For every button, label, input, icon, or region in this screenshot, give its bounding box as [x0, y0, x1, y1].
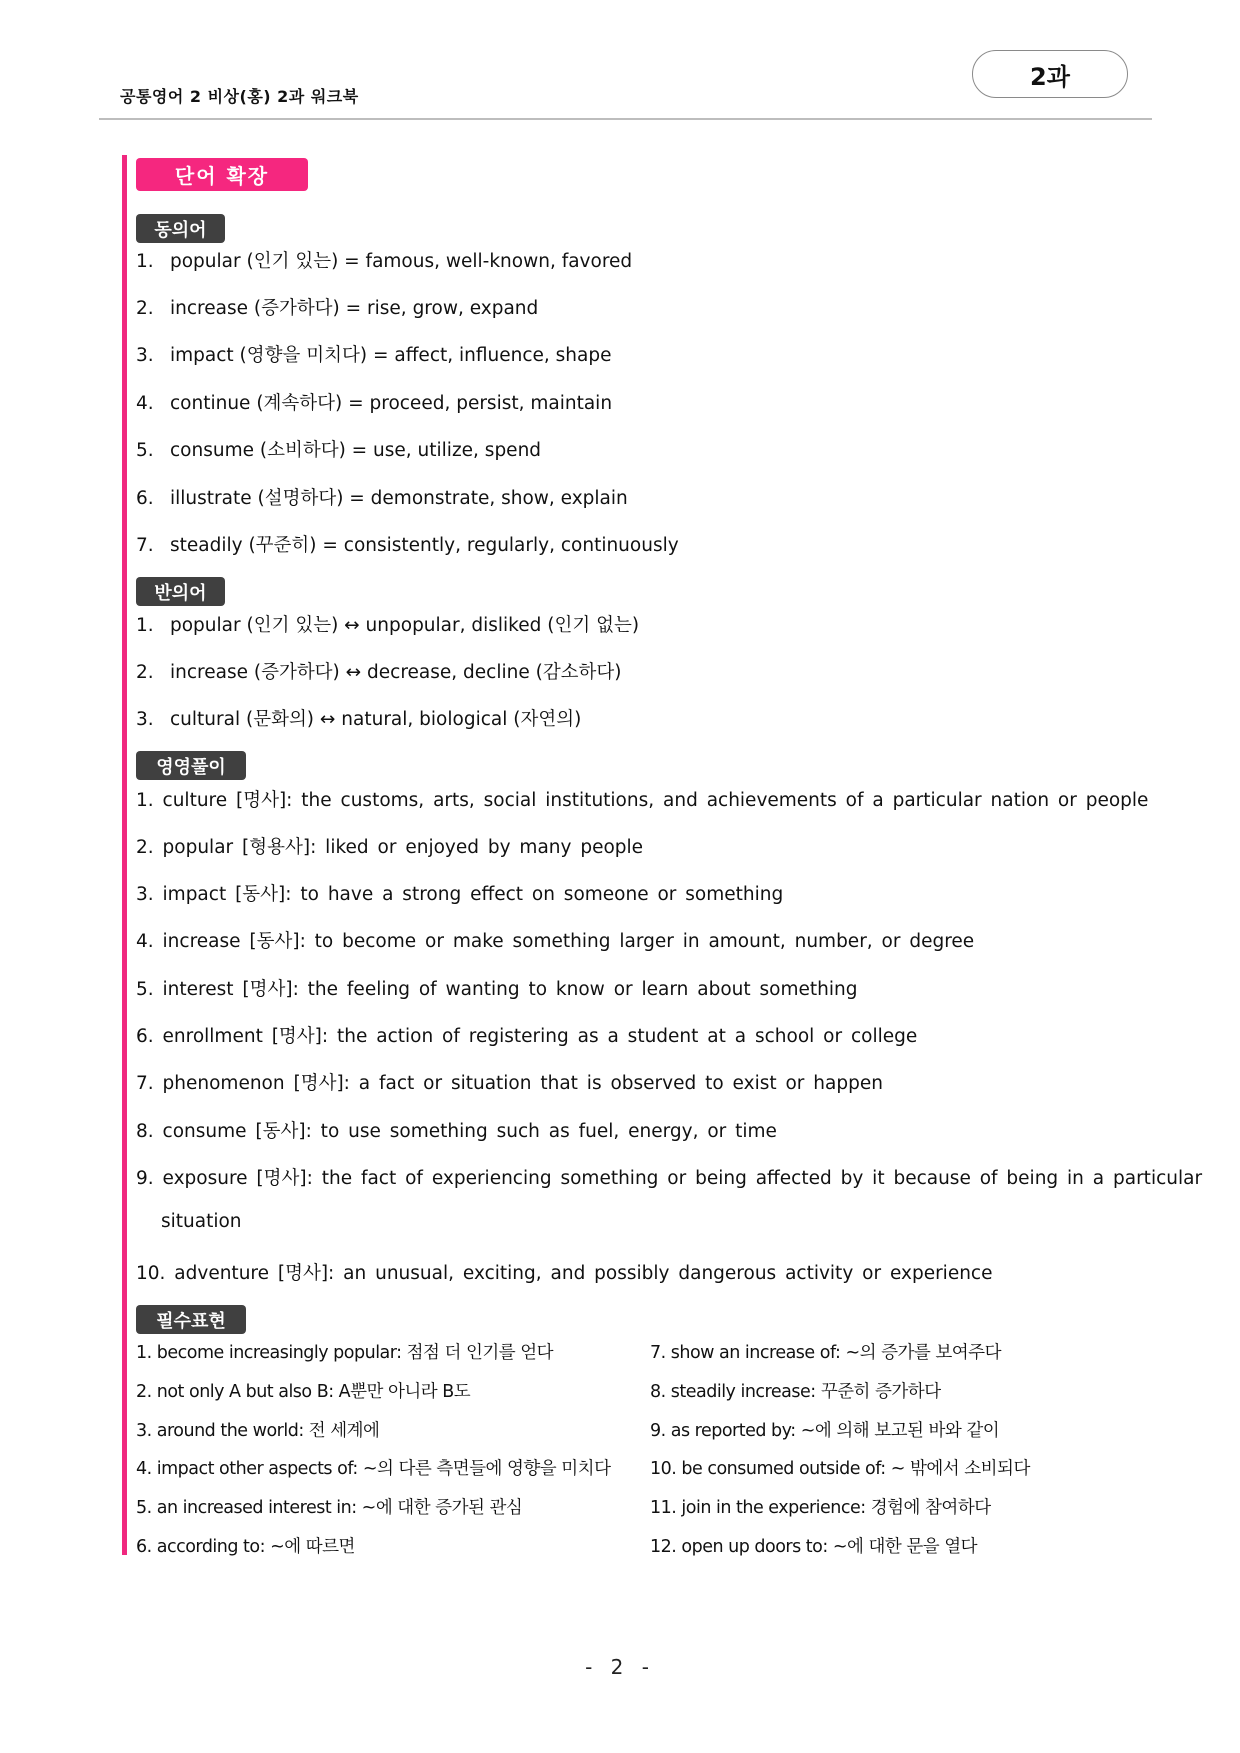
- item-number: 2.: [136, 298, 154, 319]
- antonym-item: [136, 611, 639, 637]
- item-number: 6.: [136, 488, 154, 509]
- item-text: consume (소비하다) = use, utilize, spend: [170, 440, 542, 461]
- expression-item: 6. according to: ~에 따르면: [136, 1537, 355, 1557]
- expressions-label: 필수표현: [136, 1305, 246, 1334]
- item-text: popular (인기 있는) = famous, well-known, favored: [170, 251, 633, 272]
- synonyms-label: 동의어: [136, 214, 225, 243]
- definition-item: 9. exposure [명사]: the fact of experiencing something or being affected by it because of being in a particular: [136, 1168, 1203, 1189]
- item-number: 3.: [136, 709, 154, 730]
- definition-item: 10. adventure [명사]: an unusual, exciting, and possibly dangerous activity or experience: [136, 1263, 993, 1284]
- expression-item: 10. be consumed outside of: ~ 밖에서 소비되다: [650, 1459, 1030, 1479]
- synonym-item: [136, 389, 612, 415]
- antonym-item: [136, 705, 581, 731]
- item-number: 1.: [136, 251, 154, 272]
- section-title-label: 단어 확장: [136, 158, 308, 191]
- item-text: steadily (꾸준히) = consistently, regularly, continuously: [170, 535, 679, 556]
- definition-item: 1. culture [명사]: the customs, arts, social institutions, and achievements of a particular nation or people: [136, 790, 1149, 811]
- definition-item: 6. enrollment [명사]: the action of registering as a student at a school or college: [136, 1026, 918, 1047]
- expression-item: 3. around the world: 전 세계에: [136, 1421, 380, 1441]
- item-text: increase (증가하다) ↔ decrease, decline (감소하다): [170, 662, 622, 683]
- expression-item: 7. show an increase of: ~의 증가를 보여주다: [650, 1343, 1001, 1363]
- section-accent-bar: [122, 155, 127, 1555]
- page-number: - 2 -: [585, 1655, 655, 1679]
- item-text: cultural (문화의) ↔ natural, biological (자연의): [170, 709, 582, 730]
- item-text: continue (계속하다) = proceed, persist, maintain: [170, 393, 613, 414]
- header-divider: [99, 118, 1152, 120]
- item-number: 4.: [136, 393, 154, 414]
- definition-item: 4. increase [동사]: to become or make something larger in amount, number, or degree: [136, 931, 975, 952]
- item-number: 2.: [136, 662, 154, 683]
- synonym-item: [136, 484, 628, 510]
- synonym-item: [136, 436, 541, 462]
- item-number: 7.: [136, 535, 154, 556]
- expression-item: 2. not only A but also B: A뿐만 아니라 B도: [136, 1382, 471, 1402]
- item-text: illustrate (설명하다) = demonstrate, show, explain: [170, 488, 628, 509]
- expression-item: 11. join in the experience: 경험에 참여하다: [650, 1498, 991, 1518]
- item-text: popular (인기 있는) ↔ unpopular, disliked (인기 없는): [170, 615, 640, 636]
- document-header-title: 공통영어 2 비상(홍) 2과 워크북: [120, 87, 359, 106]
- expression-item: 8. steadily increase: 꾸준히 증가하다: [650, 1382, 941, 1402]
- synonym-item: [136, 247, 632, 273]
- antonym-item: [136, 658, 622, 684]
- definition-item: 2. popular [형용사]: liked or enjoyed by many people: [136, 837, 644, 858]
- synonym-item: [136, 294, 538, 320]
- lesson-badge: 2과: [972, 50, 1128, 98]
- definition-item: 3. impact [동사]: to have a strong effect on someone or something: [136, 884, 784, 905]
- item-text: increase (증가하다) = rise, grow, expand: [170, 298, 539, 319]
- synonym-item: [136, 531, 679, 557]
- definition-continuation: situation: [161, 1211, 242, 1232]
- antonyms-label: 반의어: [136, 577, 225, 606]
- item-text: impact (영향을 미치다) = affect, influence, shape: [170, 345, 612, 366]
- expression-item: 1. become increasingly popular: 점점 더 인기를 얻다: [136, 1343, 554, 1363]
- definition-item: 8. consume [동사]: to use something such as fuel, energy, or time: [136, 1121, 777, 1142]
- expression-item: 5. an increased interest in: ~에 대한 증가된 관심: [136, 1498, 523, 1518]
- item-number: 1.: [136, 615, 154, 636]
- definitions-label: 영영풀이: [136, 751, 246, 780]
- expression-item: 4. impact other aspects of: ~의 다른 측면들에 영향을 미치다: [136, 1459, 611, 1479]
- expression-item: 9. as reported by: ~에 의해 보고된 바와 같이: [650, 1421, 1000, 1441]
- expression-item: 12. open up doors to: ~에 대한 문을 열다: [650, 1537, 978, 1557]
- item-number: 3.: [136, 345, 154, 366]
- definition-item: 5. interest [명사]: the feeling of wanting to know or learn about something: [136, 979, 858, 1000]
- item-number: 5.: [136, 440, 154, 461]
- synonym-item: [136, 341, 612, 367]
- definition-item: 7. phenomenon [명사]: a fact or situation that is observed to exist or happen: [136, 1073, 883, 1094]
